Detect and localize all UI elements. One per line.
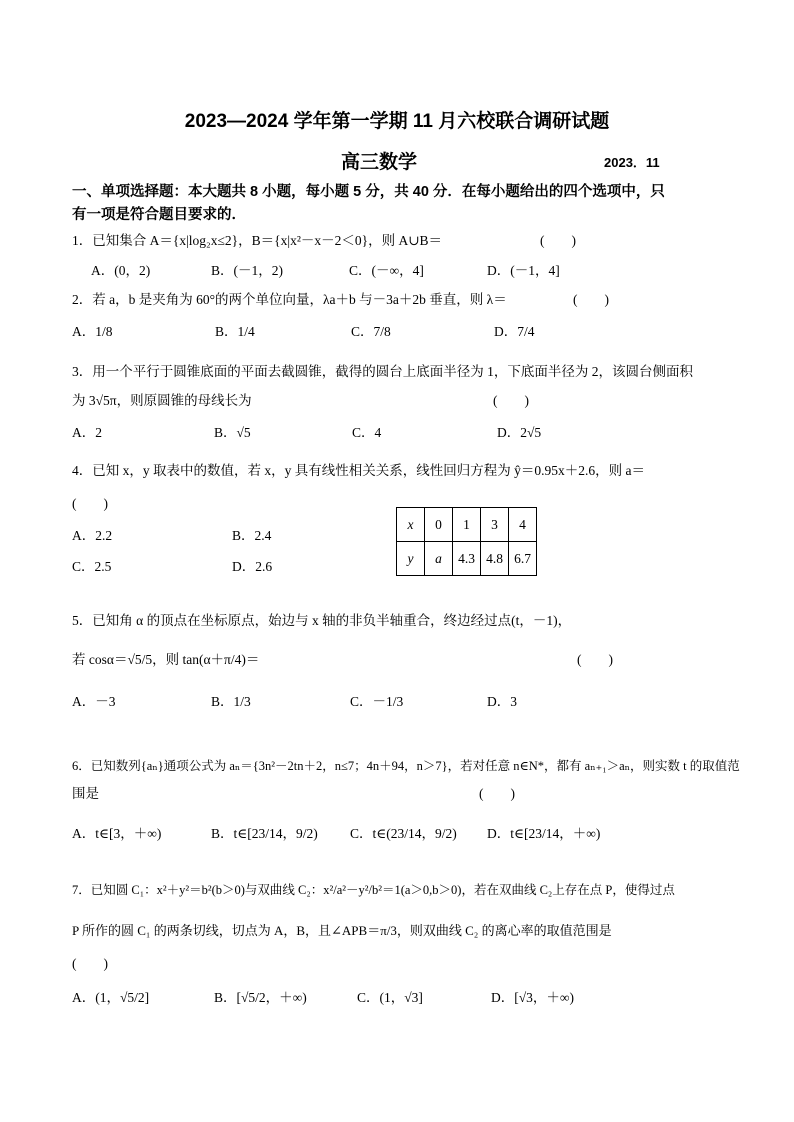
table-cell: 4.3 [453,542,481,576]
question-1-option-c: C．(－∞，4] [349,263,424,278]
question-6-number: 6． [72,759,91,773]
question-2-option-c: C．7/8 [351,324,391,339]
question-6-line1 [72,756,740,774]
question-3-bracket: ( ) [493,393,529,408]
table-cell: y [397,542,425,576]
question-7-option-a: A．(1，√5/2] [72,990,150,1005]
question-2-option-b: B．1/4 [215,324,255,339]
table-cell: 1 [453,508,481,542]
question-1-option-a: A．(0，2) [91,263,151,278]
question-7-option-c: C．(1，√3] [357,990,423,1005]
table-row [397,542,537,576]
question-2 [72,288,507,308]
question-7-bracket: ( ) [72,956,108,971]
question-7-option-d: D．[√3，＋∞) [491,990,575,1005]
question-4 [72,459,645,479]
subject-title: 高三数学 [341,152,418,173]
question-1-bracket: ( ) [540,233,576,248]
question-7-line1 [72,880,675,898]
question-7-stem-2: P 所作的圆 C₁ 的两条切线，切点为 A，B，且∠APB＝π/3，则双曲线 C₂ 的离心率的取值范围是 [72,923,612,938]
question-3-option-d: D．2√5 [497,425,542,440]
question-3-option-c: C．4 [352,425,382,440]
xy-data-table [396,507,537,576]
table-cell: 3 [481,508,509,542]
question-4-option-b: B．2.4 [232,528,272,543]
section-heading-line1: 一、单项选择题：本大题共 8 小题，每小题 5 分，共 40 分．在每小题给出的四个选项中，只 [72,184,665,200]
question-4-stem: 已知 x，y 取表中的数值，若 x，y 具有线性相关关系，线性回归方程为 ŷ＝0.95x＋2.6，则 a＝ [92,463,645,478]
question-1-option-d: D．(－1，4] [487,263,560,278]
question-6-bracket: ( ) [479,786,515,801]
question-3-option-a: A．2 [72,425,102,440]
question-7-option-b: B．[√5/2，＋∞) [214,990,307,1005]
question-3-option-b: B．√5 [214,425,251,440]
question-6-stem-2: 围是 [72,786,99,801]
section-heading-line2: 有一项是符合题目要求的． [72,207,246,223]
question-3-stem-1: 用一个平行于圆锥底面的平面去截圆锥，截得的圆台上底面半径为 1，下底面半径为 2，该圆台侧面积 [92,364,693,379]
question-1-stem: 已知集合 A＝{x|log₂x≤2}，B＝{x|x²－x－2＜0}，则 A∪B＝ [92,233,443,248]
question-6-option-a: A．t∈[3，＋∞) [72,826,162,841]
question-4-option-d: D．2.6 [232,559,273,574]
question-3-number: 3． [72,364,93,379]
question-5-bracket: ( ) [577,652,613,667]
table-cell: x [397,508,425,542]
exam-date: 2023．11 [604,155,660,170]
question-5-line1 [72,609,571,629]
question-4-option-a: A．2.2 [72,528,113,543]
table-cell: a [425,542,453,576]
question-2-option-a: A．1/8 [72,324,113,339]
page-title: 2023—2024 学年第一学期 11 月六校联合调研试题 [184,111,610,132]
question-7-number: 7． [72,883,91,897]
table-cell: 4.8 [481,542,509,576]
table-cell: 4 [509,508,537,542]
question-6-option-c: C．t∈(23/14，9/2) [350,826,457,841]
question-2-option-d: D．7/4 [494,324,535,339]
question-2-stem: 若 a，b 是夹角为 60°的两个单位向量，λa＋b 与－3a＋2b 垂直，则 λ＝ [92,292,507,307]
table-cell: 6.7 [509,542,537,576]
question-5-option-d: D．3 [487,694,517,709]
table-cell: 0 [425,508,453,542]
question-5-stem-1: 已知角 α 的顶点在坐标原点，始边与 x 轴的非负半轴重合，终边经过点(t，－1)， [92,613,572,628]
question-4-bracket: ( ) [72,496,108,511]
question-4-option-c: C．2.5 [72,559,112,574]
question-5-stem-2: 若 cosα＝√5/5，则 tan(α＋π/4)＝ [72,652,260,667]
question-5-number: 5． [72,613,93,628]
question-3-line1 [72,360,693,380]
question-3-stem-2: 为 3√5π，则原圆锥的母线长为 [72,393,252,408]
question-7-stem-1: 已知圆 C₁：x²＋y²＝b²(b＞0)与双曲线 C₂：x²/a²－y²/b²＝1(a＞0,b＞0)，若在双曲线 C₂上存在点 P，使得过点 [90,883,675,897]
question-1-option-b: B．(－1，2) [211,263,283,278]
question-6-option-d: D．t∈[23/14，＋∞) [487,826,601,841]
question-5-option-a: A．－3 [72,694,116,709]
question-6-stem-1: 已知数列{aₙ}通项公式为 aₙ＝{3n²－2tn＋2，n≤7；4n＋94，n＞7}，若对任意 n∈N*，都有 aₙ₊₁＞aₙ，则实数 t 的取值范 [90,759,740,773]
question-2-bracket: ( ) [573,292,609,307]
table-row [397,508,537,542]
question-2-number: 2． [72,292,93,307]
question-6-option-b: B．t∈[23/14，9/2) [211,826,318,841]
question-5-option-c: C．－1/3 [350,694,404,709]
question-1 [72,229,442,249]
question-1-number: 1． [72,233,93,248]
question-5-option-b: B．1/3 [211,694,251,709]
question-4-number: 4． [72,463,93,478]
